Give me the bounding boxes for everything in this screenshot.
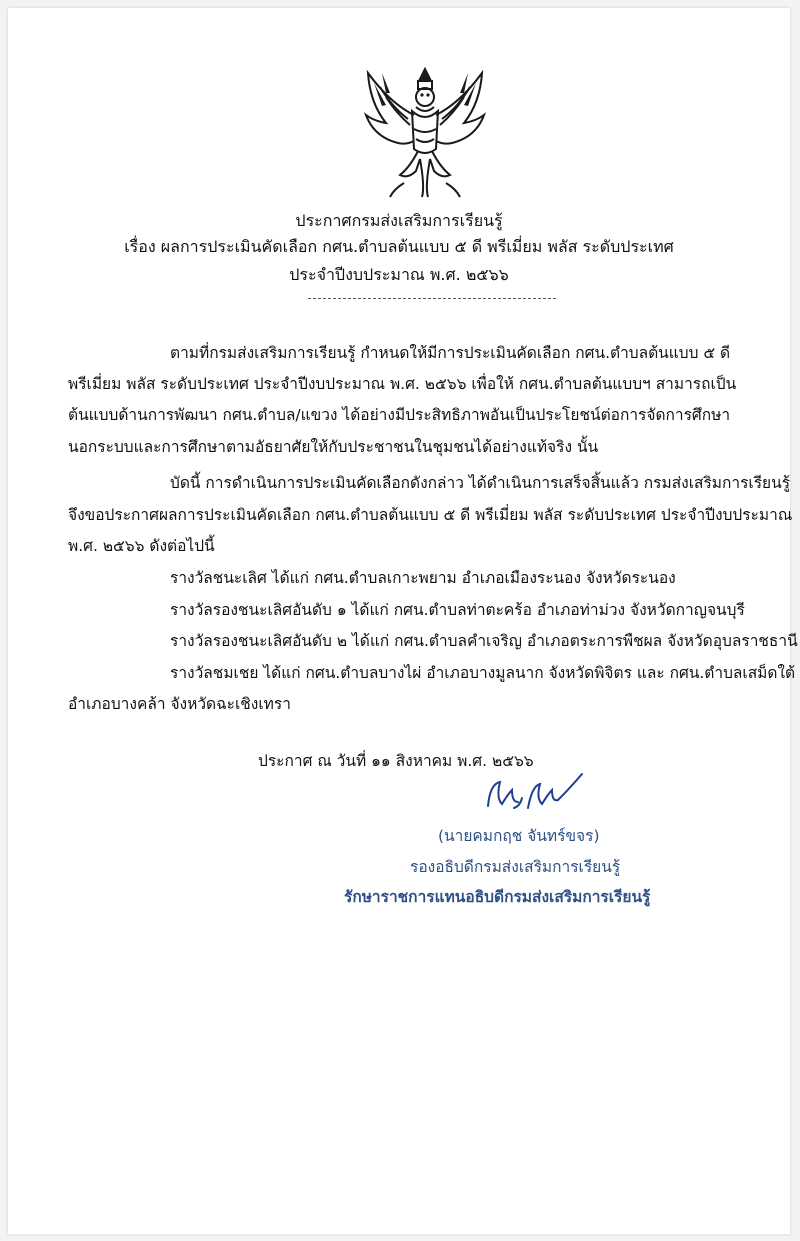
signer-name: (นายคมกฤช จันทร์ขจร) [438,827,600,845]
para2-line: บัดนี้ การดำเนินการประเมินคัดเลือกดังกล่าว ได้ดำเนินการเสร็จสิ้นแล้ว กรมส่งเสริมการเรียนรู้ [170,474,791,492]
signer-title: รองอธิบดีกรมส่งเสริมการเรียนรู้ [410,858,621,876]
announcement-title: ประกาศกรมส่งเสริมการเรียนรู้ [295,211,503,230]
para1-line: นอกระบบและการศึกษาตามอัธยาศัยให้กับประชาชนในชุมชนได้อย่างแท้จริง นั้น [68,438,599,456]
announcement-subject: เรื่อง ผลการประเมินคัดเลือก กศน.ตำบลต้นแบบ ๕ ดี พรีเมี่ยม พลัส ระดับประเทศ [124,237,674,256]
award-first-place: รางวัลชนะเลิศ ได้แก่ กศน.ตำบลเกาะพยาม อำเภอเมืองระนอง จังหวัดระนอง [170,569,676,587]
signer-acting-title: รักษาราชการแทนอธิบดีกรมส่งเสริมการเรียนรู้ [344,888,651,906]
award-honorable-mention: รางวัลชมเชย ได้แก่ กศน.ตำบลบางไผ่ อำเภอบางมูลนาก จังหวัดพิจิตร และ กศน.ตำบลเสม็ดใต้ [170,664,796,682]
announcement-date: ประกาศ ณ วันที่ ๑๑ สิงหาคม พ.ศ. ๒๕๖๖ [258,752,534,770]
award-runner-up-2: รางวัลรองชนะเลิศอันดับ ๒ ได้แก่ กศน.ตำบลคำเจริญ อำเภอตระการพืชผล จังหวัดอุบลราชธานี [170,632,798,650]
para1-line: พรีเมี่ยม พลัส ระดับประเทศ ประจำปีงบประมาณ พ.ศ. ๒๕๖๖ เพื่อให้ กศน.ตำบลต้นแบบฯ สามารถเป็น [68,375,737,393]
handwritten-signature [478,768,588,823]
para1-line: ตามที่กรมส่งเสริมการเรียนรู้ กำหนดให้มีการประเมินคัดเลือก กศน.ตำบลต้นแบบ ๕ ดี [170,344,731,362]
para1-line: ต้นแบบด้านการพัฒนา กศน.ตำบล/แขวง ได้อย่างมีประสิทธิภาพอันเป็นประโยชน์ต่อการจัดการศึกษา [68,406,731,424]
para2-line: พ.ศ. ๒๕๖๖ ดังต่อไปนี้ [68,537,215,555]
para2-line: จึงขอประกาศผลการประเมินคัดเลือก กศน.ตำบลต้นแบบ ๕ ดี พรีเมี่ยม พลัส ระดับประเทศ ประจำปีงบประมาณ [68,506,793,524]
award-honorable-mention-cont: อำเภอบางคล้า จังหวัดฉะเชิงเทรา [68,695,291,713]
announcement-page [8,8,798,1234]
header-divider [308,298,556,299]
award-runner-up-1: รางวัลรองชนะเลิศอันดับ ๑ ได้แก่ กศน.ตำบลท่าตะคร้อ อำเภอท่าม่วง จังหวัดกาญจนบุรี [170,601,745,619]
announcement-fiscal-year: ประจำปีงบประมาณ พ.ศ. ๒๕๖๖ [289,265,509,284]
garuda-emblem-icon [360,63,490,201]
